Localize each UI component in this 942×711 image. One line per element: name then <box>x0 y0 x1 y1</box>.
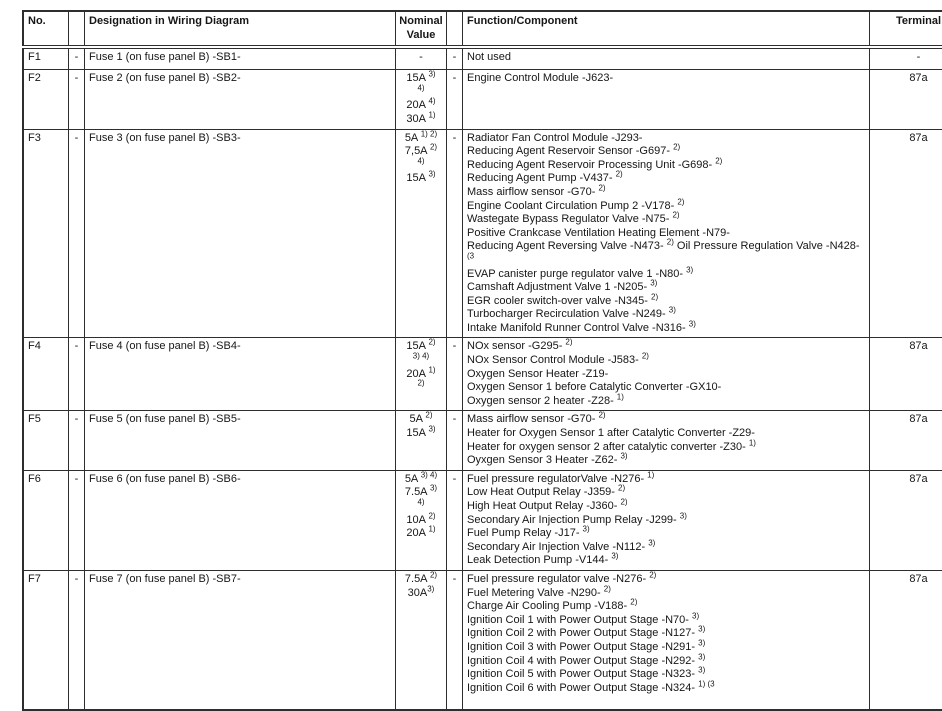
text-line: Leak Detection Pump -V144- $^{3)}$ <box>467 554 865 568</box>
function-component-cell <box>463 411 870 470</box>
text-line: Engine Control Module -J623- <box>467 72 865 86</box>
col-header-terminal: Terminal <box>870 11 942 47</box>
dash-cell: - <box>447 70 463 129</box>
text-line: Ignition Coil 6 with Power Output Stage -N324- $^{1) (3}$ <box>467 682 865 696</box>
text-line: EGR cooler switch-over valve -N345- $^{2)}$ <box>467 295 865 309</box>
text-line: Oxygen Sensor Heater -Z19- <box>467 368 865 382</box>
nominal-value-cell <box>396 570 447 710</box>
text-line: Mass airflow sensor -G70- $^{2)}$ <box>467 186 865 200</box>
text-line: Reducing Agent Pump -V437- $^{2)}$ <box>467 172 865 186</box>
text-line: Ignition Coil 2 with Power Output Stage -N127- $^{3)}$ <box>467 627 865 641</box>
dash-cell: - <box>447 411 463 470</box>
text-line: 5A $^{1) 2)}$ <box>397 132 445 146</box>
text-line: Positive Crankcase Ventilation Heating Element -N79- <box>467 227 865 241</box>
text-line: EVAP canister purge regulator valve 1 -N80- $^{3)}$ <box>467 268 865 282</box>
text-line: 20A $^{1)}$ <box>397 368 445 382</box>
function-component-cell <box>463 570 870 710</box>
fuse-row <box>23 70 942 129</box>
dash-cell: - <box>69 470 85 570</box>
text-line: 15A $^{3)}$ <box>397 72 445 86</box>
text-line: 15A $^{2)}$ <box>397 340 445 354</box>
dash-cell: - <box>69 129 85 338</box>
fuse-number-cell: F3 <box>23 129 69 338</box>
terminal-cell: 87a <box>870 411 942 470</box>
fuse-row <box>23 129 942 338</box>
function-component-cell <box>463 338 870 411</box>
designation-cell: Fuse 2 (on fuse panel B) -SB2- <box>85 70 396 129</box>
col-header-no: No. <box>23 11 69 47</box>
dash-cell: - <box>69 47 85 70</box>
col-header-function: Function/Component <box>463 11 870 47</box>
table-header <box>23 11 942 47</box>
function-component-cell <box>463 129 870 338</box>
text-line: Heater for Oxygen Sensor 1 after Catalytic Converter -Z29- <box>467 427 865 441</box>
designation-cell: Fuse 6 (on fuse panel B) -SB6- <box>85 470 396 570</box>
header-row <box>23 11 942 47</box>
text-line: Turbocharger Recirculation Valve -N249- $^{3)}$ <box>467 308 865 322</box>
dash-cell: - <box>447 338 463 411</box>
fuse-number-cell: F2 <box>23 70 69 129</box>
dash-cell: - <box>447 129 463 338</box>
designation-cell: Fuse 7 (on fuse panel B) -SB7- <box>85 570 396 710</box>
dash-cell: - <box>447 570 463 710</box>
terminal-cell: - <box>870 47 942 70</box>
designation-cell: Fuse 3 (on fuse panel B) -SB3- <box>85 129 396 338</box>
text-line: Heater for oxygen sensor 2 after catalytic converter -Z30- $^{1)}$ <box>467 441 865 455</box>
text-line: 10A $^{2)}$ <box>397 514 445 528</box>
text-line: 4) <box>397 500 445 514</box>
text-line: 20A $^{4)}$ <box>397 99 445 113</box>
function-component-cell <box>463 47 870 70</box>
nominal-value-cell <box>396 70 447 129</box>
nominal-value-cell <box>396 470 447 570</box>
text-line: Mass airflow sensor -G70- $^{2)}$ <box>467 413 865 427</box>
designation-cell: Fuse 4 (on fuse panel B) -SB4- <box>85 338 396 411</box>
text-line: Reducing Agent Reservoir Processing Unit -G698- $^{2)}$ <box>467 159 865 173</box>
fuse-row <box>23 47 942 70</box>
text-line: 15A $^{3)}$ <box>397 172 445 186</box>
fuse-row <box>23 470 942 570</box>
text-line: Oxygen Sensor 1 before Catalytic Converter -GX10- <box>467 381 865 395</box>
terminal-cell: 87a <box>870 470 942 570</box>
dash-cell: - <box>69 70 85 129</box>
terminal-cell: 87a <box>870 338 942 411</box>
text-line: 4) <box>397 86 445 100</box>
text-line: 7,5A $^{2)}$ <box>397 145 445 159</box>
text-line: Low Heat Output Relay -J359- $^{2)}$ <box>467 486 865 500</box>
nominal-value-cell <box>396 411 447 470</box>
dash-cell: - <box>447 470 463 570</box>
text-line: Ignition Coil 3 with Power Output Stage -N291- $^{3)}$ <box>467 641 865 655</box>
text-line: - <box>397 51 445 65</box>
fuse-row <box>23 570 942 710</box>
text-line: 3) 4) <box>397 354 445 368</box>
designation-cell: Fuse 1 (on fuse panel B) -SB1- <box>85 47 396 70</box>
text-line: Radiator Fan Control Module -J293- <box>467 132 865 146</box>
text-line: 5A $^{2)}$ <box>397 413 445 427</box>
col-header-spacer-1 <box>69 11 85 47</box>
text-line: Fuel Metering Valve -N290- $^{2)}$ <box>467 587 865 601</box>
dash-cell: - <box>69 338 85 411</box>
text-line: Oxygen sensor 2 heater -Z28- $^{1)}$ <box>467 395 865 409</box>
function-component-cell <box>463 470 870 570</box>
text-line: 20A $^{1)}$ <box>397 527 445 541</box>
fuse-row <box>23 411 942 470</box>
fuse-row <box>23 338 942 411</box>
dash-cell: - <box>447 47 463 70</box>
text-line: Camshaft Adjustment Valve 1 -N205- $^{3)}$ <box>467 281 865 295</box>
text-line: High Heat Output Relay -J360- $^{2)}$ <box>467 500 865 514</box>
text-line: Charge Air Cooling Pump -V188- $^{2)}$ <box>467 600 865 614</box>
fuse-number-cell: F4 <box>23 338 69 411</box>
nominal-value-cell <box>396 338 447 411</box>
text-line: 7.5A $^{3)}$ <box>397 486 445 500</box>
text-line: Engine Coolant Circulation Pump 2 -V178- $^{2)}$ <box>467 200 865 214</box>
nominal-value-cell <box>396 129 447 338</box>
fuse-table <box>22 10 942 711</box>
function-component-cell <box>463 70 870 129</box>
fuse-number-cell: F5 <box>23 411 69 470</box>
dash-cell: - <box>69 411 85 470</box>
fuse-number-cell: F6 <box>23 470 69 570</box>
terminal-cell: 87a <box>870 129 942 338</box>
fuse-number-cell: F7 <box>23 570 69 710</box>
text-line: Secondary Air Injection Valve -N112- $^{3)}$ <box>467 541 865 555</box>
terminal-cell: 87a <box>870 570 942 710</box>
text-line: 5A $^{3) 4)}$ <box>397 473 445 487</box>
col-header-nominal: Nominal Value <box>396 11 447 47</box>
text-line: Ignition Coil 1 with Power Output Stage -N70- $^{3)}$ <box>467 614 865 628</box>
text-line: 30A $^{1)}$ <box>397 113 445 127</box>
designation-cell: Fuse 5 (on fuse panel B) -SB5- <box>85 411 396 470</box>
text-line: Fuel pressure regulatorValve -N276- $^{1)}$ <box>467 473 865 487</box>
text-line: Not used <box>467 51 865 65</box>
document-page <box>22 10 942 711</box>
text-line: Secondary Air Injection Pump Relay -J299- $^{3)}$ <box>467 514 865 528</box>
text-line: Reducing Agent Reversing Valve -N473- $^{2)}$ Oil Pressure Regulation Valve -N428- $^{(3}$ <box>467 240 865 267</box>
text-line: $30A^{3)}$ <box>397 587 445 601</box>
text-line: Fuel Pump Relay -J17- $^{3)}$ <box>467 527 865 541</box>
text-line: Reducing Agent Reservoir Sensor -G697- $^{2)}$ <box>467 145 865 159</box>
text-line: NOx Sensor Control Module -J583- $^{2)}$ <box>467 354 865 368</box>
dash-cell: - <box>69 570 85 710</box>
text-line: Ignition Coil 4 with Power Output Stage -N292- $^{3)}$ <box>467 655 865 669</box>
text-line: 7.5A $^{2)}$ <box>397 573 445 587</box>
nominal-value-cell <box>396 47 447 70</box>
text-line: Ignition Coil 5 with Power Output Stage -N323- $^{3)}$ <box>467 668 865 682</box>
text-line: 2) <box>397 381 445 395</box>
fuse-number-cell: F1 <box>23 47 69 70</box>
text-line: Intake Manifold Runner Control Valve -N316- $^{3)}$ <box>467 322 865 336</box>
table-body <box>23 47 942 710</box>
text-line: 4) <box>397 159 445 173</box>
text-line: 15A $^{3)}$ <box>397 427 445 441</box>
terminal-cell: 87a <box>870 70 942 129</box>
text-line: Fuel pressure regulator valve -N276- $^{2)}$ <box>467 573 865 587</box>
text-line: Oyxgen Sensor 3 Heater -Z62- $^{3)}$ <box>467 454 865 468</box>
text-line: Wastegate Bypass Regulator Valve -N75- $^{2)}$ <box>467 213 865 227</box>
col-header-designation: Designation in Wiring Diagram <box>85 11 396 47</box>
col-header-spacer-2 <box>447 11 463 47</box>
text-line: NOx sensor -G295- $^{2)}$ <box>467 340 865 354</box>
